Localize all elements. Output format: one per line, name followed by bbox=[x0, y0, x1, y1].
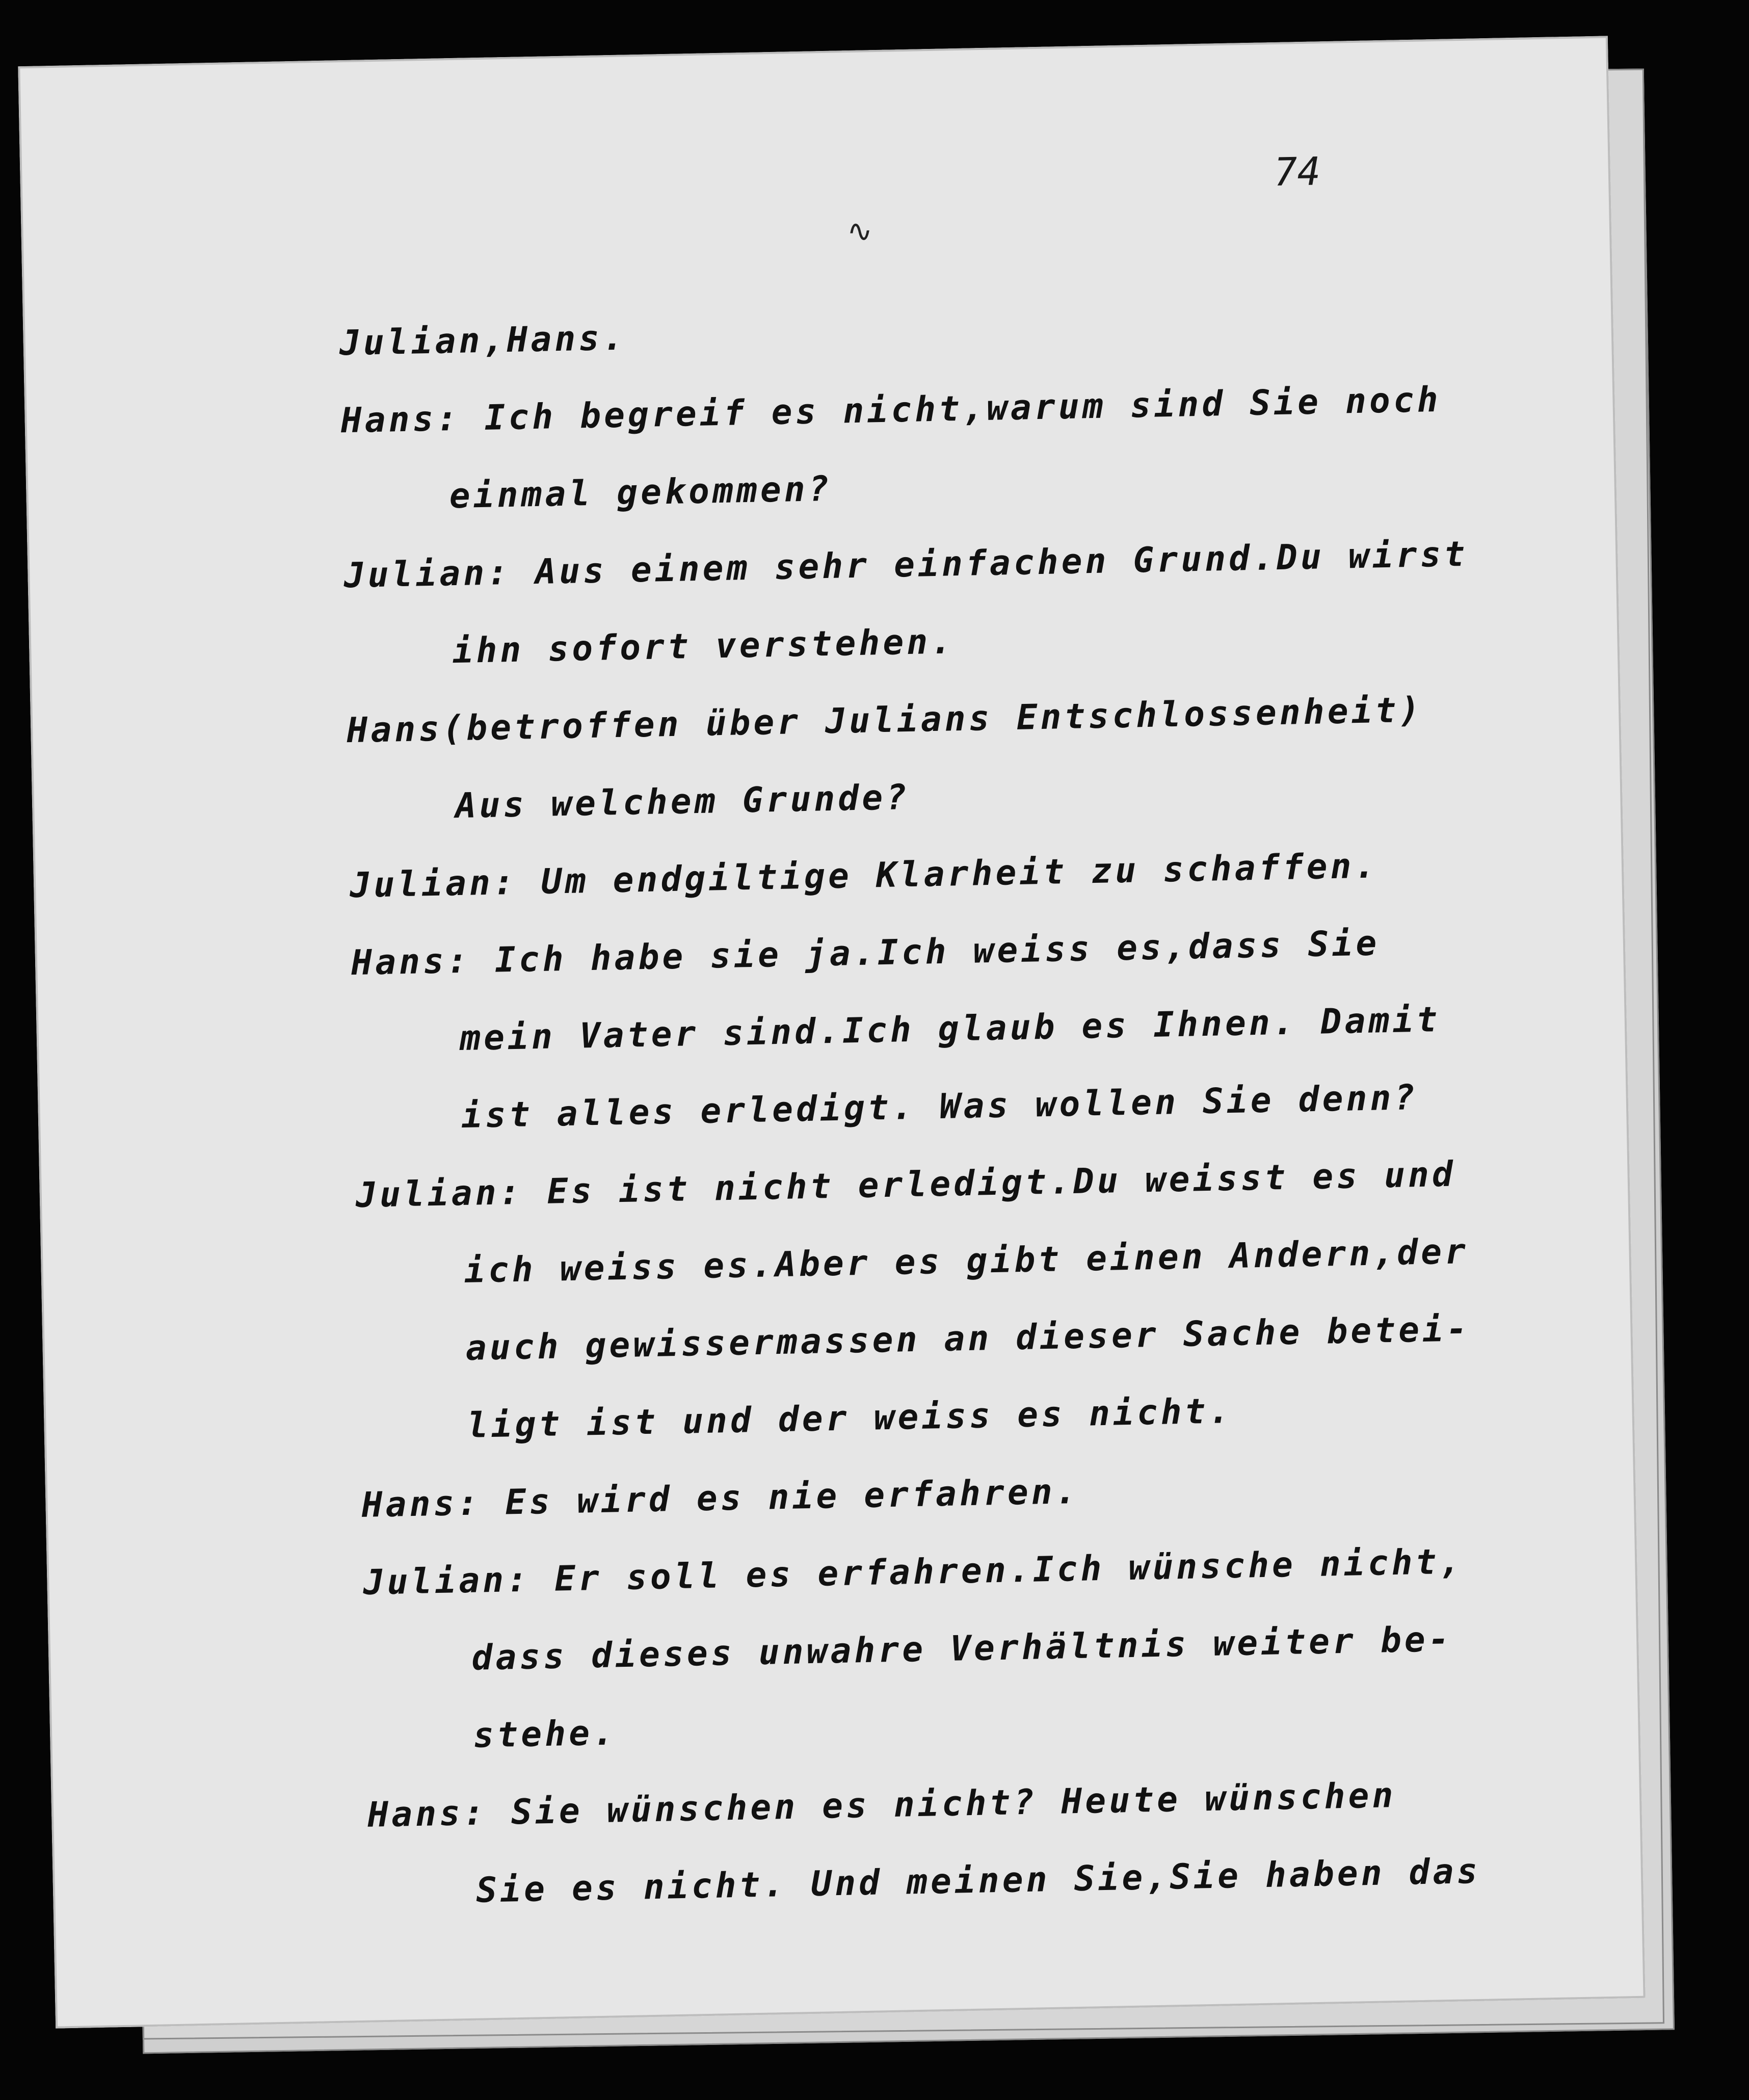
text-line: Julian: Er soll es erfahren.Ich wünsche nicht, bbox=[362, 1541, 1464, 1603]
typewritten-page bbox=[18, 36, 1645, 2028]
page-number: 74 bbox=[1273, 148, 1321, 195]
text-line: Hans: Es wird es nie erfahren. bbox=[361, 1471, 1080, 1526]
text-line: Julian: Um endgiltige Klarheit zu schaffen. bbox=[349, 846, 1379, 906]
text-line: Julian,Hans. bbox=[339, 318, 627, 364]
text-line: einmal gekommen? bbox=[448, 468, 833, 517]
text-line: ich weiss es.Aber es gibt einen Andern,der bbox=[464, 1231, 1469, 1291]
text-line: Hans(betroffen über Julians Entschlossenheit) bbox=[346, 690, 1424, 751]
typescript-body bbox=[338, 281, 1593, 1931]
text-line: Hans: Sie wünschen es nicht? Heute wünschen bbox=[367, 1775, 1397, 1835]
text-line: ihn sofort verstehen. bbox=[452, 621, 955, 672]
text-line: dass dieses unwahre Verhältnis weiter be- bbox=[471, 1619, 1453, 1678]
text-line: mein Vater sind.Ich glaub es Ihnen. Damit bbox=[459, 1000, 1441, 1059]
ink-smudge-icon: ∿ bbox=[846, 213, 873, 250]
text-line: Julian: Aus einem sehr einfachen Grund.Du wirst bbox=[343, 534, 1469, 596]
text-line: Hans: Ich begreif es nicht,warum sind Sie noch bbox=[340, 379, 1442, 441]
text-line: ist alles erledigt. Was wollen Sie denn? bbox=[461, 1077, 1419, 1136]
text-line: Sie es nicht. Und meinen Sie,Sie haben das bbox=[475, 1851, 1481, 1911]
text-line: ligt ist und der weiss es nicht. bbox=[466, 1391, 1233, 1446]
text-line: Aus welchem Grunde? bbox=[455, 777, 910, 827]
text-line: Julian: Es ist nicht erledigt.Du weisst es und bbox=[355, 1154, 1456, 1216]
text-line: auch gewissermassen an dieser Sache betei- bbox=[465, 1309, 1471, 1369]
text-line: Hans: Ich habe sie ja.Ich weiss es,dass Sie bbox=[351, 923, 1381, 984]
text-line: stehe. bbox=[472, 1713, 617, 1756]
